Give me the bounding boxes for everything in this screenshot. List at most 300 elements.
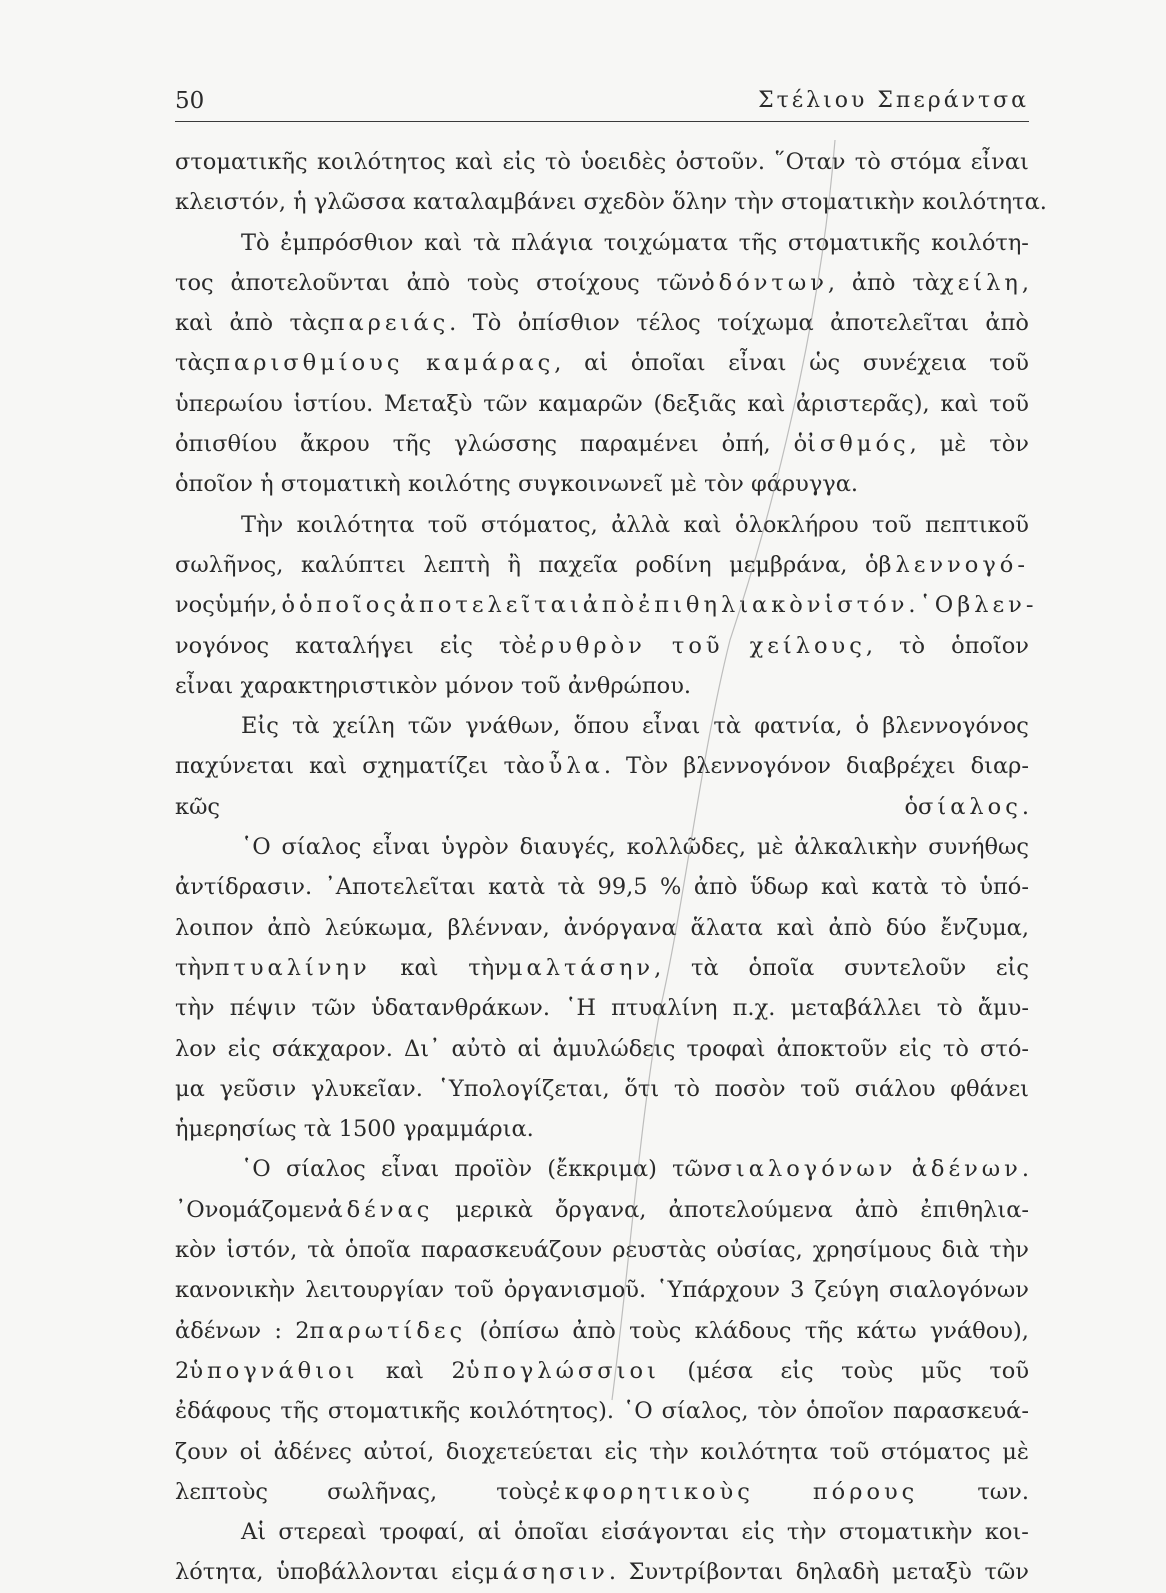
text-line <box>175 1472 1029 1512</box>
word: λοιπον <box>175 914 254 941</box>
word: λεπτὴ <box>423 551 490 578</box>
word: τὸ <box>673 1075 700 1102</box>
word: κοιλότητος). <box>469 1398 615 1425</box>
word: ῾Υπάρχουν <box>656 1277 781 1304</box>
word: ῾Ο <box>241 1156 271 1183</box>
word: σιάλου <box>854 1075 936 1102</box>
word: τὸν <box>704 471 744 498</box>
word: 3 <box>790 1277 805 1304</box>
word: καὶ <box>776 914 815 941</box>
word: ὑπό- <box>979 874 1029 901</box>
word: τὰ <box>291 713 320 740</box>
word: ῾Η <box>565 995 597 1022</box>
page-number: 50 <box>175 88 205 114</box>
text-line <box>175 1311 1029 1351</box>
word: τῶν <box>984 1559 1029 1586</box>
word: τοῦ <box>454 1277 494 1304</box>
word: ῾Υπολογίζεται, <box>437 1075 610 1102</box>
text-line <box>175 384 1029 424</box>
word: εἰς <box>780 1357 814 1384</box>
word: τὸ <box>544 149 571 175</box>
word: καὶ <box>821 874 860 901</box>
word: εἶναι <box>380 1156 440 1183</box>
word: εἰς <box>741 1519 775 1546</box>
text-line <box>175 867 1029 907</box>
word: δηλαδὴ <box>795 1559 880 1586</box>
word: καταλήγει <box>295 632 414 659</box>
word: καὶ <box>175 310 214 337</box>
word: γνάθου), <box>929 1317 1029 1344</box>
word: τὴνπτυαλίνην <box>175 954 371 981</box>
text-line <box>175 464 1029 504</box>
word: ἡμερησίως <box>175 1116 297 1143</box>
word: 99,5 <box>597 874 648 901</box>
text-line <box>175 1109 1029 1149</box>
text-line <box>175 1230 1029 1270</box>
word: τὴν <box>649 1438 689 1465</box>
word: καὶ <box>385 1357 425 1384</box>
text-line <box>175 182 1047 222</box>
word: καλύπτει <box>300 551 406 578</box>
word: τοίχωμα <box>717 310 814 337</box>
text-line <box>175 1149 1029 1189</box>
text-line <box>175 706 1029 746</box>
word: ζεύγη <box>814 1277 879 1304</box>
word: ἀλκαλικὴν <box>794 834 918 861</box>
word: τὰ <box>557 874 586 901</box>
word: λότητα, <box>175 1559 264 1586</box>
word: τέλος <box>636 310 701 337</box>
word: μόνον <box>444 672 514 699</box>
word: κῶς <box>175 793 221 820</box>
word: ἀδένων <box>175 1317 262 1344</box>
word: 2παρωτίδες <box>295 1317 467 1344</box>
word: σωλῆνας, <box>327 1478 438 1505</box>
word: στοίχους <box>536 269 640 296</box>
word: παρασκευάζουν <box>420 1237 603 1264</box>
word: τὰ <box>691 954 719 981</box>
word: τὰ <box>472 229 501 256</box>
word: τοὺςἐκφορητικοὺς <box>496 1478 754 1505</box>
word: εἰς <box>502 149 536 175</box>
word: πτυαλίνη <box>611 995 718 1022</box>
word: αὐτοί, <box>363 1438 435 1465</box>
word: ὁποῖα <box>748 954 815 981</box>
word: γνάθων, <box>465 713 561 740</box>
word: ὁσίαλος. <box>904 793 1029 820</box>
word: ὀπίσθιον <box>517 310 620 337</box>
word: τὰςπαρειάς. <box>289 310 457 337</box>
word: εἶναι <box>175 672 234 699</box>
word: σίαλος <box>281 834 362 861</box>
word: ὀπή, <box>721 431 771 458</box>
word: τὸν <box>989 431 1029 458</box>
word: ἐδάφους <box>175 1398 272 1425</box>
word: καμαρῶν <box>538 390 643 417</box>
word: αἱ <box>477 1519 502 1546</box>
word: εἰσάγονται <box>601 1519 730 1546</box>
text-line <box>175 666 1029 706</box>
word: τος <box>175 269 214 296</box>
word: εἰς <box>439 632 473 659</box>
word: ᾿Αποτελεῖται <box>324 874 476 901</box>
word: (δεξιᾶς <box>653 390 737 417</box>
word: ὑγρὸν <box>441 834 509 861</box>
word: ὀπισθίου <box>175 431 278 458</box>
word: τοῦ <box>872 511 912 538</box>
text-line <box>175 948 1029 988</box>
word: τῶν <box>483 390 528 417</box>
text-line <box>175 1351 1029 1391</box>
word: π.χ. <box>732 995 776 1022</box>
word: κοιλότητα. <box>921 189 1047 216</box>
word: διοχετεύεται <box>445 1438 593 1465</box>
word: ἄκρου <box>300 431 370 458</box>
word: φατνία, <box>754 713 843 740</box>
word: χείλους, <box>749 632 873 659</box>
word: κανονικὴν <box>175 1277 296 1304</box>
word: 2ὑπογνάθιοι <box>175 1357 359 1384</box>
text-line <box>175 263 1029 303</box>
word: ἀνθρώπου. <box>567 672 692 699</box>
text-line <box>175 827 1029 867</box>
word: τοὺς <box>629 1317 682 1344</box>
word: γλυκεῖαν. <box>310 1075 423 1102</box>
word: ἀντίδρασιν. <box>175 874 313 901</box>
word: ἀπὸ <box>406 269 451 296</box>
word: εἰς <box>227 1035 261 1062</box>
word: κοιλότητα <box>700 1438 819 1465</box>
word: ᾿Ονομάζομενἀδένας <box>175 1196 434 1223</box>
word: στοματικῆς <box>787 229 921 256</box>
word: καμάρας, <box>426 350 562 377</box>
word: διὰ <box>941 1237 980 1264</box>
word: κατὰ <box>488 874 546 901</box>
word: σίαλος <box>285 1156 366 1183</box>
word: διαβρέχει <box>845 753 956 780</box>
word: καὶ <box>747 390 786 417</box>
word: εἰς <box>604 1438 638 1465</box>
word: εἶναι <box>970 149 1029 175</box>
word: τοῦ <box>427 511 468 538</box>
word: προϊὸν <box>454 1156 532 1183</box>
word: λεύκωμα, <box>324 914 434 941</box>
word: μερικὰ <box>455 1196 533 1223</box>
word: ὅλην <box>672 189 728 216</box>
word: ἀπὸ <box>693 874 738 901</box>
word: ὁποῖον <box>951 632 1029 659</box>
word: τῶνσιαλογόνων <box>672 1156 897 1183</box>
word: ὄργανα, <box>555 1196 647 1223</box>
word: τροφαὶ <box>686 1035 766 1062</box>
text-line <box>175 1069 1029 1109</box>
word: τοῦ <box>989 390 1029 417</box>
word: καὶ <box>683 511 722 538</box>
word: ἀμυλώδεις <box>552 1035 676 1062</box>
word: τὴνμαλτάσην, <box>468 954 662 981</box>
word: βλεννογόνος <box>882 713 1029 740</box>
word: ὅτι <box>624 1075 660 1102</box>
page-header <box>175 84 1029 118</box>
word: στερεαὶ <box>278 1519 367 1546</box>
word: ὁἰσθμός, <box>793 431 917 458</box>
word: μεμβράνα, <box>729 551 848 578</box>
text-line <box>175 1432 1029 1472</box>
word: τῶνὀδόντων, <box>656 269 836 296</box>
word: ἡ <box>293 189 307 216</box>
word: ὁποῖος <box>299 592 400 619</box>
word: Τὸ <box>241 229 270 256</box>
word: πλάγια <box>511 229 593 256</box>
word: στοματικὴν <box>838 1519 973 1546</box>
word: γεῦσιν <box>219 1075 297 1102</box>
word: παχεῖα <box>538 551 618 578</box>
word: ὁβλεννογό- <box>864 551 1029 578</box>
word: ὁποῖα <box>344 1237 411 1264</box>
word: νογόνος <box>175 632 270 659</box>
word: τὰ <box>713 713 742 740</box>
word: : <box>274 1317 282 1344</box>
word: νος <box>175 592 215 619</box>
word: ὅπου <box>573 713 630 740</box>
word: ῾Ο <box>241 834 271 861</box>
running-head: Στέλιου Σπεράντσα <box>758 88 1029 113</box>
word: τῶν <box>407 713 453 740</box>
word: ἀποτελούμενα <box>668 1196 833 1223</box>
word: τοῦ <box>521 672 561 699</box>
word: ἀπὸ <box>851 269 896 296</box>
word: ὑοειδὲς <box>580 149 667 175</box>
word: ὁ <box>281 592 299 619</box>
word: τὸ <box>940 874 967 901</box>
word: τοιχώματα <box>603 229 728 256</box>
body-text <box>175 142 1047 1593</box>
text-line <box>175 142 1029 182</box>
word: χρησίμους <box>812 1237 932 1264</box>
word: φθάνει <box>950 1075 1029 1102</box>
word: ἀριστερᾶς), <box>796 390 930 417</box>
word: συντελοῦν <box>844 954 967 981</box>
word: τὸν <box>757 1398 798 1425</box>
text-line <box>175 505 1029 545</box>
word: κολλῶδες, <box>626 834 747 861</box>
word: ἀπὸ <box>854 1196 899 1223</box>
word: Αἱ <box>241 1519 267 1546</box>
word: ἀποτελοῦνται <box>230 269 390 296</box>
word: ὀργανισμοῦ. <box>503 1277 647 1304</box>
word: τὰςπαρισθμίους <box>175 350 404 377</box>
word: (μέσα <box>687 1357 753 1384</box>
word: χείλη <box>332 713 395 740</box>
word: βλένναν, <box>447 914 550 941</box>
word: ῞Οταν <box>774 149 846 175</box>
word: στόμα <box>890 149 962 175</box>
word: ῾Ο <box>919 592 958 619</box>
word: τὸ <box>936 995 963 1022</box>
word: ἀπὸ <box>582 592 639 619</box>
word: μὲ <box>1002 1438 1029 1465</box>
word: παραμένει <box>579 431 699 458</box>
word: στοματικὴ <box>280 471 401 498</box>
text-line <box>175 746 1029 786</box>
word: καταλαμβάνει <box>413 189 577 216</box>
word: οἱ <box>239 1438 263 1465</box>
word: Τὸν <box>625 753 669 780</box>
word: 1500 <box>338 1116 396 1143</box>
word: μεταξὺ <box>891 1559 972 1586</box>
word: ὁποῖαι <box>513 1519 589 1546</box>
word: σωλῆνος, <box>175 551 284 578</box>
word: βλεννογόνον <box>683 753 831 780</box>
word: αἱ <box>517 1035 542 1062</box>
word: τροφαί, <box>379 1519 466 1546</box>
word: τὰ <box>307 1237 335 1264</box>
word: Μεταξὺ <box>384 390 473 417</box>
word: τοῦ <box>671 632 724 659</box>
word: τῆς <box>738 229 778 256</box>
text-line <box>175 787 1029 827</box>
text-line <box>175 1190 1029 1230</box>
word: τὸἐρυθρὸν <box>498 632 646 659</box>
word: τοῦ <box>989 1357 1029 1384</box>
word: στοματικῆς <box>327 1398 461 1425</box>
word: διαρ- <box>970 753 1029 780</box>
text-line <box>175 908 1029 948</box>
word: ἱστόν. <box>824 592 920 619</box>
word: τῆς <box>804 1317 844 1344</box>
word: κάτω <box>856 1317 917 1344</box>
word: ἀλλὰ <box>611 511 671 538</box>
word: σχηματίζει <box>362 753 489 780</box>
text-line <box>175 1552 1029 1592</box>
word: σιαλογόνων <box>889 1277 1029 1304</box>
word: μὲ <box>939 431 967 458</box>
word: καὶ <box>309 753 348 780</box>
word: καὶ <box>940 390 979 417</box>
word: μὲ <box>670 471 697 498</box>
word: χαρακτηριστικὸν <box>240 672 438 699</box>
word: σίαλος, <box>661 1398 749 1425</box>
text-line <box>175 343 1029 383</box>
text-line <box>175 545 1029 585</box>
word: εἰςμάσησιν. <box>451 1559 616 1586</box>
word: κοιλότης <box>407 471 511 498</box>
word: βλεν- <box>957 592 1038 619</box>
word: τὴν <box>989 1237 1029 1264</box>
word: αὐτὸ <box>451 1035 507 1062</box>
word: γραμμάρια. <box>403 1116 534 1143</box>
word: σάκχαρον. <box>271 1035 393 1062</box>
text-line <box>175 1391 1029 1431</box>
word: των. <box>977 1478 1029 1505</box>
word: ὕδωρ <box>749 874 809 901</box>
word: κοι- <box>984 1519 1029 1546</box>
word: πεπτικοῦ <box>925 511 1029 538</box>
word: Δι᾿ <box>404 1035 441 1062</box>
word: κὸν <box>175 1237 217 1264</box>
word: στοματικὴν <box>781 189 915 216</box>
word: κοιλότη- <box>931 229 1029 256</box>
word: τοῦ <box>829 1438 870 1465</box>
word: Εἰς <box>241 713 279 740</box>
word: τὸ <box>899 632 926 659</box>
text-line <box>175 223 1029 263</box>
text-line <box>175 585 1038 625</box>
header-rule <box>175 121 1029 122</box>
word: μεταβάλλει <box>790 995 922 1022</box>
word: τὰχείλη, <box>912 269 1029 296</box>
word: ὡς <box>809 350 841 377</box>
word: ἀπὸ <box>229 310 274 337</box>
word: ἡ <box>260 471 274 498</box>
word: τοῦ <box>989 350 1029 377</box>
word: εἰς <box>898 1035 932 1062</box>
word: γλώσσης <box>454 431 557 458</box>
word: καὶ <box>424 229 463 256</box>
word: % <box>660 874 682 901</box>
word: τῆς <box>280 1398 319 1425</box>
word: ἐπιθηλιακὸν <box>638 592 825 619</box>
word: ἢ <box>507 551 521 578</box>
word: κοιλότητα <box>296 511 415 538</box>
word: ἱστίου. <box>293 390 374 417</box>
word: ἀποκτοῦν <box>776 1035 888 1062</box>
word: ὁλοκλήρου <box>735 511 859 538</box>
word: ὑπερωίου <box>175 390 283 417</box>
word: στοματικῆς <box>175 149 308 175</box>
word: ὑμήν, <box>214 592 282 619</box>
word: ἀποτελεῖται <box>399 592 583 619</box>
word: τοῦ <box>800 1075 840 1102</box>
word: τὸ <box>942 1035 969 1062</box>
word: τὴν <box>786 1519 827 1546</box>
word: ζουν <box>175 1438 229 1465</box>
word: τοὺς <box>466 269 520 296</box>
word: ἄμυ- <box>977 995 1029 1022</box>
word: εἶναι <box>372 834 431 861</box>
word: μα <box>175 1075 205 1102</box>
text-line <box>175 626 1029 666</box>
text-line <box>175 1270 1029 1310</box>
word: παρασκευά- <box>892 1398 1029 1425</box>
word: τὸ <box>854 149 881 175</box>
word: Τὴν <box>241 511 284 538</box>
word: συνήθως <box>928 834 1029 861</box>
word: ῾Ο <box>622 1398 653 1425</box>
word: ἀδένων. <box>911 1156 1029 1183</box>
word: στό- <box>980 1035 1029 1062</box>
word: ἱστόν, <box>226 1237 298 1264</box>
word: πόρους <box>812 1478 919 1505</box>
word: κλειστόν, <box>175 189 286 216</box>
word: 2ὑπογλώσσιοι <box>451 1357 660 1384</box>
word: ἀπὸ <box>267 914 311 941</box>
text-line <box>175 424 1029 464</box>
word: στόματος <box>880 1438 991 1465</box>
word: τῶν <box>311 995 356 1022</box>
word: ἔνζυμα, <box>940 914 1029 941</box>
word: τὴν <box>175 995 215 1022</box>
word: στόματος, <box>480 511 598 538</box>
word: (ἔκκριμα) <box>547 1156 657 1183</box>
word: οὐσίας, <box>716 1237 803 1264</box>
word: κοιλότητος <box>316 149 446 175</box>
word: ἀδένες <box>273 1438 352 1465</box>
word: τῆς <box>392 431 432 458</box>
word: συγκοινωνεῖ <box>517 471 664 498</box>
word: ἐμπρόσθιον <box>280 229 414 256</box>
word: ἀπὸ <box>985 310 1029 337</box>
